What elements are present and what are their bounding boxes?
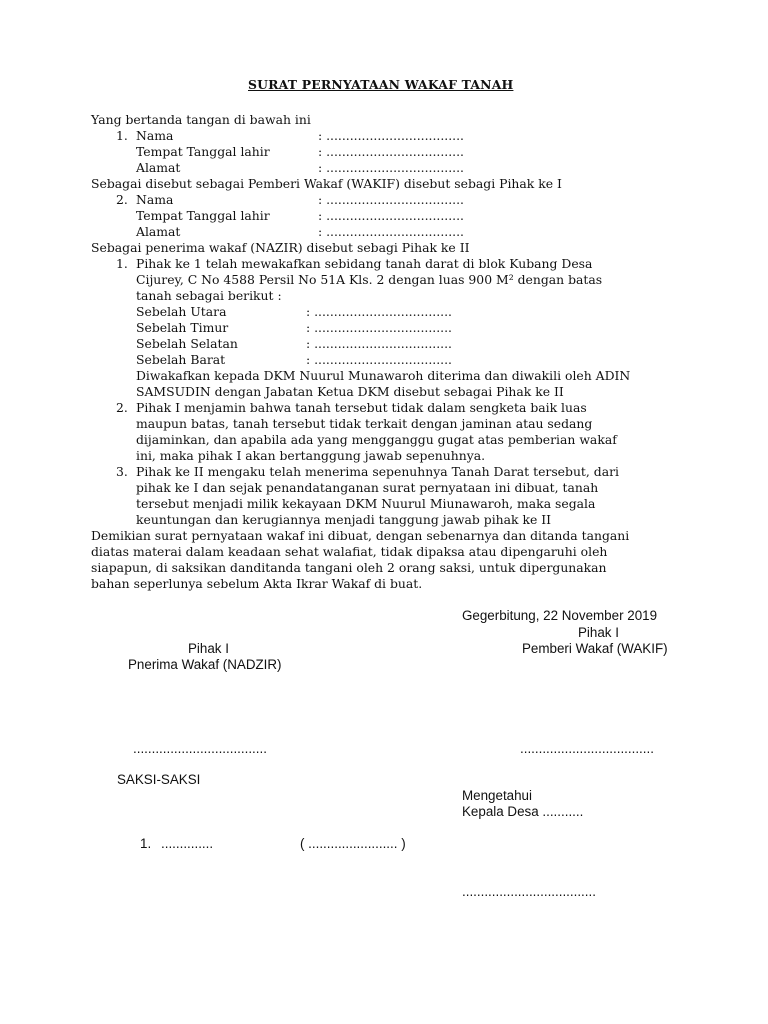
point1-line: Cijurey, C No 4588 Persil No 51A Kls. 2 dengan luas 900 M² dengan batas <box>136 272 603 287</box>
party2-address-label: Alamat <box>136 224 181 239</box>
party2-role: Sebagai penerima wakaf (NAZIR) disebut sebagi Pihak ke II <box>91 240 470 255</box>
witness-signature-line: ( ........................ ) <box>300 836 406 851</box>
party1-address-label: Alamat <box>136 160 181 175</box>
intro-text: Yang bertanda tangan di bawah ini <box>91 112 311 127</box>
border-north-value: : ................................... <box>306 304 452 319</box>
point1-after-line: Diwakafkan kepada DKM Nuurul Munawaroh diterima dan diwakili oleh ADIN <box>136 368 631 383</box>
witnesses-heading: SAKSI-SAKSI <box>117 772 201 787</box>
left-signatory-role: Pihak I <box>188 641 229 656</box>
place-date: Gegerbitung, 22 November 2019 <box>462 608 658 623</box>
closing-line: Demikian surat pernyataan wakaf ini dibuat, dengan sebenarnya dan ditanda tangani <box>91 528 630 543</box>
point3-line: keuntungan dan kerugiannya menjadi tanggung jawab pihak ke II <box>136 512 552 527</box>
point1-after-line: SAMSUDIN dengan Jabatan Ketua DKM disebut sebagai Pihak ke II <box>136 384 564 399</box>
border-north-label: Sebelah Utara <box>136 304 227 319</box>
point1-line: tanah sebagai berikut : <box>136 288 282 303</box>
party2-name-value: : ................................... <box>318 192 464 207</box>
left-signature-line: .................................... <box>133 741 267 756</box>
party2-ttl-label: Tempat Tanggal lahir <box>136 208 270 223</box>
acknowledged-label: Mengetahui <box>462 788 532 803</box>
closing-line: bahan seperlunya sebelum Akta Ikrar Wakaf di buat. <box>91 576 423 591</box>
party1-name-value: : ................................... <box>318 128 464 143</box>
right-signatory-title: Pemberi Wakaf (WAKIF) <box>522 641 668 656</box>
border-south-label: Sebelah Selatan <box>136 336 238 351</box>
point2-line: dijaminkan, dan apabila ada yang mengganggu gugat atas pemberian wakaf <box>136 432 617 447</box>
point2-line: ini, maka pihak I akan bertanggung jawab sepenuhnya. <box>136 448 486 463</box>
border-west-label: Sebelah Barat <box>136 352 226 367</box>
point2-line: Pihak I menjamin bahwa tanah tersebut tidak dalam sengketa baik luas <box>136 400 587 415</box>
point1-number: 1. <box>116 256 128 271</box>
party1-address-value: : ................................... <box>318 160 464 175</box>
witness-number: 1. <box>140 836 152 851</box>
point2-number: 2. <box>116 400 128 415</box>
party1-number: 1. <box>116 128 128 143</box>
right-signature-line: .................................... <box>520 741 654 756</box>
point3-line: pihak ke I dan sejak penandatanganan surat pernyataan ini dibuat, tanah <box>136 480 599 495</box>
party1-name-label: Nama <box>136 128 174 143</box>
party2-address-value: : ................................... <box>318 224 464 239</box>
left-signatory-title: Pnerima Wakaf (NADZIR) <box>128 657 282 672</box>
closing-line: siapapun, di saksikan danditanda tangani oleh 2 orang saksi, untuk dipergunakan <box>91 560 607 575</box>
village-head-label: Kepala Desa ........... <box>462 804 584 819</box>
right-signatory-role: Pihak I <box>578 625 619 640</box>
closing-line: diatas materai dalam keadaan sehat walafiat, tidak dipaksa atau dipengaruhi oleh <box>91 544 608 559</box>
point2-line: maupun batas, tanah tersebut tidak terkait dengan jaminan atau sedang <box>136 416 593 431</box>
point1-line: Pihak ke 1 telah mewakafkan sebidang tanah darat di blok Kubang Desa <box>136 256 593 271</box>
border-east-label: Sebelah Timur <box>136 320 229 335</box>
point3-number: 3. <box>116 464 128 479</box>
party2-name-label: Nama <box>136 192 174 207</box>
border-east-value: : ................................... <box>306 320 452 335</box>
witness-name-line: .............. <box>161 836 214 851</box>
point3-line: Pihak ke II mengaku telah menerima sepenuhnya Tanah Darat tersebut, dari <box>136 464 619 479</box>
party2-ttl-value: : ................................... <box>318 208 464 223</box>
party2-number: 2. <box>116 192 128 207</box>
document-title: SURAT PERNYATAAN WAKAF TANAH <box>248 77 514 92</box>
border-south-value: : ................................... <box>306 336 452 351</box>
village-head-signature-line: .................................... <box>462 884 596 899</box>
border-west-value: : ................................... <box>306 352 452 367</box>
point3-line: tersebut menjadi milik kekayaan DKM Nuurul Miunawaroh, maka segala <box>136 496 596 511</box>
party1-ttl-label: Tempat Tanggal lahir <box>136 144 270 159</box>
party1-role: Sebagai disebut sebagai Pemberi Wakaf (WAKIF) disebut sebagi Pihak ke I <box>91 176 562 191</box>
party1-ttl-value: : ................................... <box>318 144 464 159</box>
